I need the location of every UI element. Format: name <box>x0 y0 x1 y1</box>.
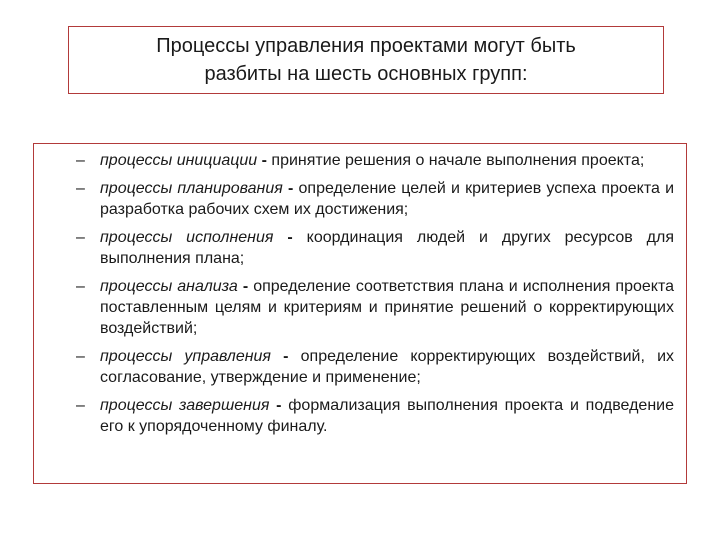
process-groups-list <box>33 143 687 484</box>
list-item-term: процессы исполнения <box>100 229 274 246</box>
list-item-separator: - <box>242 278 249 295</box>
list-item-description: определение целей и критериев успеха проекта и разработка рабочих схем их достижения; <box>100 180 675 218</box>
list-item-separator: - <box>276 397 282 414</box>
list-item-description: формализация выполнения проекта и подведение его к упорядоченному финалу. <box>100 397 674 435</box>
list-bullet: – <box>76 278 85 295</box>
list-item-separator: - <box>287 229 293 246</box>
list-item-description: определение соответствия плана и исполнения проекта поставленным целям и критериям и принятие решений о корректирующих воздействий; <box>100 278 675 337</box>
list-item-initiation <box>70 150 674 171</box>
list-item-execution <box>70 227 674 269</box>
list-item-term: процессы инициации <box>100 152 258 169</box>
list-item-description: принятие решения о начале выполнения проекта; <box>271 152 645 169</box>
slide-title-line-1: Процессы управления проектами могут быть <box>156 35 576 57</box>
list-item-term: процессы планирования <box>100 180 283 197</box>
list-bullet: – <box>76 180 85 197</box>
list-bullet: – <box>76 229 85 246</box>
list-item-closing <box>70 395 674 437</box>
list-item-separator: - <box>283 348 289 365</box>
list-item-term: процессы завершения <box>100 397 270 414</box>
list-item-separator: - <box>287 180 294 197</box>
list-item-planning <box>70 178 674 220</box>
list-item-control <box>70 346 674 388</box>
list-item-term: процессы анализа <box>100 278 238 295</box>
slide-title-box <box>68 26 664 94</box>
list-bullet: – <box>76 397 85 414</box>
slide-title-line-2: разбиты на шесть основных групп: <box>204 63 528 85</box>
list-item-analysis <box>70 276 674 339</box>
list-bullet: – <box>76 152 85 169</box>
list-item-separator: - <box>261 152 267 169</box>
list-item-description: координация людей и других ресурсов для выполнения плана; <box>100 229 675 267</box>
list-item-term: процессы управления <box>100 348 271 365</box>
list-bullet: – <box>76 348 85 365</box>
list-item-description: определение корректирующих воздействий, их согласование, утверждение и применение; <box>100 348 674 386</box>
